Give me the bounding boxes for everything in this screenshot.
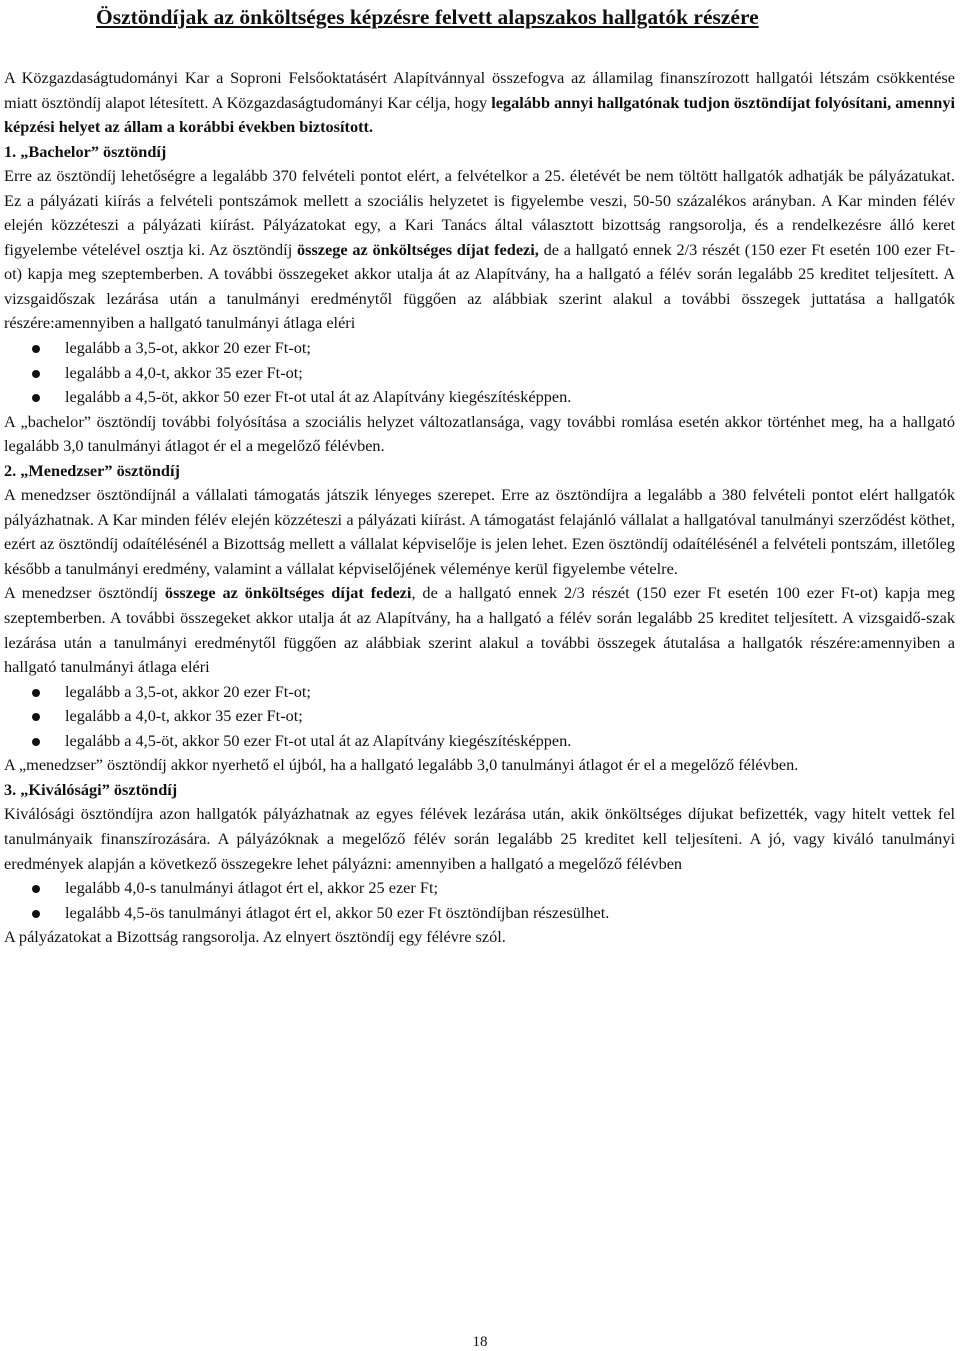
section-2-text-a: A menedzser ösztöndíj [4, 583, 165, 603]
section-1-text-b: de a hallgató ennek 2/3 részét (150 ezer Ft esetén 100 ezer Ft-ot) kapja meg szeptemberben. A további összegeket akkor utalja át az Alapítvány, ha a hallgató a félév során legalább 25 kreditet teljesített. A vizsgaidőszak lezárása után a tanulmányi eredménytől függően az alábbiak szerint alakul a további összegek juttatása a hallgatók részére:amennyiben a hallgató tanulmányi átlaga eléri [4, 239, 955, 333]
section-1-bold-text: összege az önköltséges díjat fedezi, [296, 239, 539, 259]
section-1-paragraph-1 [4, 164, 955, 336]
section-1-bullet-list [4, 336, 955, 410]
list-item [4, 901, 955, 926]
section-3-paragraph-2: A pályázatokat a Bizottság rangsorolja. Az elnyert ösztöndíj egy félévre szól. [4, 927, 506, 947]
list-item-text: legalább 4,5-ös tanulmányi átlagot ért el, akkor 50 ezer Ft ösztöndíjban részesülhet. [65, 902, 610, 922]
list-item [4, 704, 955, 729]
bullet-icon [32, 885, 40, 893]
list-item-text: legalább a 3,5-ot, akkor 20 ezer Ft-ot; [65, 338, 311, 358]
list-item-text: legalább 4,0-s tanulmányi átlagot ért el, akkor 25 ezer Ft; [65, 878, 438, 898]
bullet-icon [32, 713, 40, 721]
list-item [4, 336, 955, 361]
page-number: 18 [472, 1334, 488, 1350]
list-item [4, 876, 955, 901]
section-3-bullet-list [4, 876, 955, 925]
section-2-bold-text: összege az önköltséges díjat fedezi [164, 583, 412, 603]
list-item [4, 385, 955, 410]
section-1-text-a: Erre az ösztöndíj lehetőségre a legalább 370 felvételi pontot elért, a felvételkor a 25. életévét be nem töltött hallgatók adhatják be pályázatukat. Ez a pályázati kiírás a felvételi pontszámok mellett a szociális helyzetet is figyelembe veszi, 50-50 százalékos arányban. A Kar minden félév elején közzéteszi a pályázati kiírást. Pályázatokat egy, a Kari Tanács által választott bizottság rangsorolja, és a rendelkezésre álló keret figyelembe vételével osztja ki. Az ösztöndíj [4, 166, 955, 259]
list-item-text: legalább a 3,5-ot, akkor 20 ezer Ft-ot; [65, 681, 311, 701]
bullet-icon [32, 689, 40, 697]
list-item [4, 680, 955, 705]
section-2-paragraph-2 [4, 581, 955, 679]
intro-paragraph [4, 66, 955, 140]
section-3-paragraph-1: Kiválósági ösztöndíjra azon hallgatók pályázhatnak az egyes félévek lezárása után, akik önköltséges díjukat befizették, vagy hitelt vettek fel tanulmányaik finanszírozására. A pályázóknak a megelőző félév során legalább 25 kreditet kell teljesíteni. A jó, vagy kiváló tanulmányi eredmények alapján a következő összegekre lehet pályázni: amennyiben a hallgató a megelőző félévben [4, 804, 955, 873]
document-title: Ösztöndíjak az önköltséges képzésre felvett alapszakos hallgatók részére [96, 5, 759, 29]
bullet-icon [32, 345, 40, 353]
document-body [4, 66, 955, 950]
section-2-text-b: , de a hallgató ennek 2/3 részét (150 ezer Ft esetén 100 ezer Ft-ot) kapja meg szeptemberben. A további összegeket akkor utalja át az Alapítvány, ha a hallgató a félév során legalább 25 kreditet teljesített. A vizsgaidő-szak lezárása után a tanulmányi eredménytől függően az alábbiak szerint alakul a további összegek átutalása a hallgatók részére:amennyiben a hallgató tanulmányi átlaga eléri [4, 583, 956, 677]
section-2-paragraph-1: A menedzser ösztöndíjnál a vállalati támogatás játszik lényeges szerepet. Erre az ösztöndíjra a legalább a 380 felvételi pontot elért hallgatók pályázhatnak. A Kar minden félév elején közzéteszi a pályázati kiírást. A támogatást felajánló vállalat a hallgatóval tanulmányi szerződést köthet, ezért az ösztöndíj odaítélésénél a Bizottság mellett a vállalat képviselője is jelen lehet. Ezen ösztöndíj odaítélésénél a felvételi pontszám, illetőleg később a tanulmányi eredmény, valamint a vállalat képviselőjének véleménye kerül figyelembe vételre. [4, 485, 955, 578]
intro-text: A Közgazdaságtudományi Kar a Soproni Felsőoktatásért Alapítvánnyal összefogva az államilag finanszírozott hallgatói létszám csökkentése miatt ösztöndíj alapot létesített. A Közgazdaságtudományi Kar célja, hogy [4, 68, 955, 112]
list-item-text: legalább a 4,5-öt, akkor 50 ezer Ft-ot utal át az Alapítvány kiegészítésképpen. [65, 730, 572, 750]
section-3-heading: 3. „Kiválósági” ösztöndíj [4, 779, 178, 799]
bullet-icon [32, 394, 40, 402]
list-item-text: legalább a 4,5-öt, akkor 50 ezer Ft-ot utal át az Alapítvány kiegészítésképpen. [65, 387, 572, 407]
section-2-heading: 2. „Menedzser” ösztöndíj [4, 460, 180, 480]
list-item-text: legalább a 4,0-t, akkor 35 ezer Ft-ot; [65, 362, 303, 382]
section-1-heading: 1. „Bachelor” ösztöndíj [4, 141, 167, 161]
list-item [4, 361, 955, 386]
section-2-paragraph-3: A „menedzser” ösztöndíj akkor nyerhető el újból, ha a hallgató legalább 3,0 tanulmányi átlagot ér el a megelőző félévben. [4, 755, 799, 775]
intro-bold-text: legalább annyi hallgatónak tudjon ösztöndíjat folyósítani, amennyi képzési helyet az állam a korábbi években biztosított. [4, 92, 955, 137]
list-item [4, 729, 955, 754]
section-2-bullet-list [4, 680, 955, 754]
list-item-text: legalább a 4,0-t, akkor 35 ezer Ft-ot; [65, 706, 303, 726]
bullet-icon [32, 910, 40, 918]
bullet-icon [32, 738, 40, 746]
section-1-paragraph-2: A „bachelor” ösztöndíj további folyósítása a szociális helyzet változatlansága, vagy további romlása esetén akkor történhet meg, ha a hallgató legalább 3,0 tanulmányi átlagot ér el a megelőző félévben. [4, 411, 955, 456]
bullet-icon [32, 370, 40, 378]
